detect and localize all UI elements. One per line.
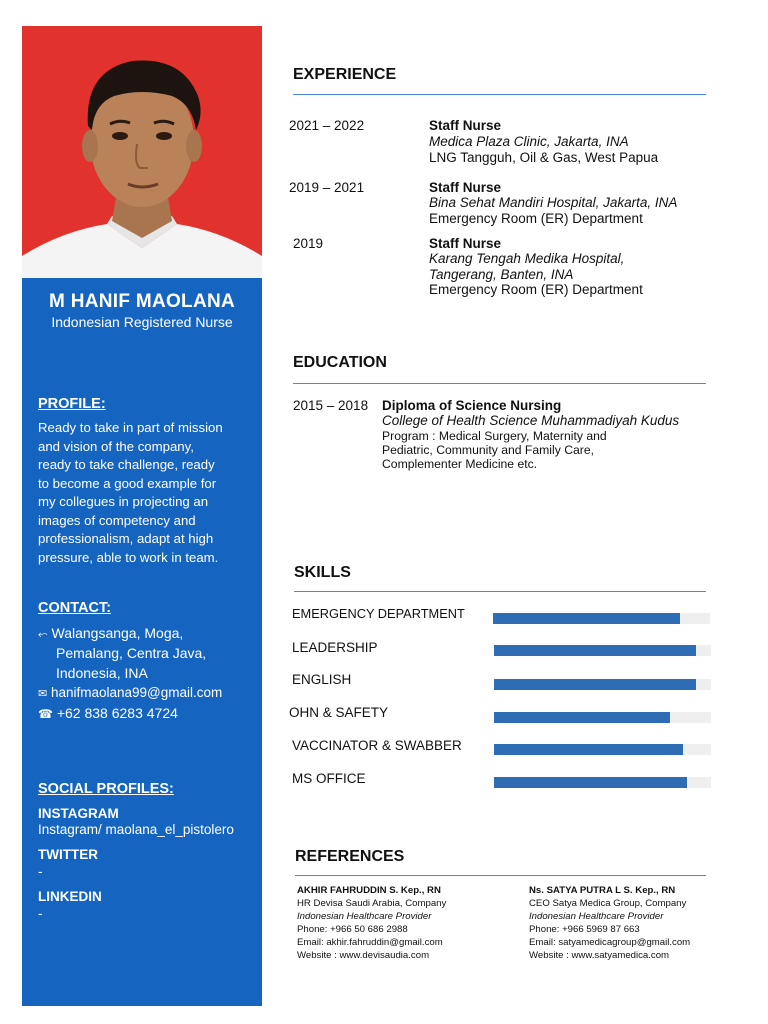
email-icon: ✉: [38, 688, 48, 700]
skill-bar-fill: [494, 712, 670, 723]
phone-text: +62 838 6283 4724: [56, 705, 178, 721]
reference-card: [297, 884, 446, 962]
skill-bar: [494, 712, 711, 723]
reference-email[interactable]: Email: akhir.fahruddin@gmail.com: [297, 937, 443, 948]
skill-bar: [494, 777, 711, 788]
reference-phone: Phone: +966 5969 87 663: [529, 924, 640, 935]
skills-title: SKILLS: [294, 564, 351, 581]
reference-company: HR Devisa Saudi Arabia, Company: [297, 898, 447, 909]
experience-role: Staff Nurse: [429, 236, 502, 251]
experience-detail: Emergency Room (ER) Department: [429, 282, 643, 297]
reference-phone: Phone: +966 50 686 2988: [297, 924, 408, 935]
education-program: Complementer Medicine etc.: [382, 457, 538, 471]
twitter-link: -: [38, 864, 43, 879]
experience-years: 2019: [293, 236, 324, 251]
experience-place-line2: Tangerang, Banten, INA: [429, 267, 574, 282]
education-program: Pediatric, Community and Family Care,: [382, 443, 594, 457]
skill-label: EMERGENCY DEPARTMENT: [292, 606, 465, 621]
education-program: Program : Medical Surgery, Maternity and: [382, 429, 607, 443]
phone[interactable]: [38, 705, 178, 721]
skill-bar: [494, 679, 711, 690]
education-years: 2015 – 2018: [293, 398, 369, 413]
email-text: hanifmaolana99@gmail.com: [50, 685, 223, 700]
profile-line: my collegues in projecting an: [38, 494, 209, 509]
experience-years: 2019 – 2021: [289, 180, 365, 195]
profile-photo: [22, 26, 262, 278]
skill-bar-fill: [494, 645, 696, 656]
reference-role: Indonesian Healthcare Provider: [297, 911, 432, 922]
reference-name: AKHIR FAHRUDDIN S. Kep., RN: [297, 885, 441, 896]
profile-line: ready to take challenge, ready: [38, 457, 215, 472]
address-line: Indonesia, INA: [56, 665, 148, 681]
education-rule: [293, 383, 706, 384]
profile-line: professionalism, adapt at high: [38, 531, 214, 546]
reference-name: Ns. SATYA PUTRA L S. Kep., RN: [529, 885, 676, 896]
reference-email[interactable]: Email: satyamedicagroup@gmail.com: [529, 937, 691, 948]
education-degree: Diploma of Science Nursing: [382, 398, 562, 413]
phone-icon: ☎: [38, 707, 53, 721]
twitter-label: TWITTER: [38, 847, 98, 862]
skill-bar: [494, 645, 711, 656]
references-title: REFERENCES: [295, 848, 405, 865]
experience-role: Staff Nurse: [429, 180, 502, 195]
reference-role: Indonesian Healthcare Provider: [529, 911, 664, 922]
references-rule: [295, 875, 706, 876]
portrait-illustration: [22, 26, 262, 278]
profile-line: images of competency and: [38, 512, 196, 528]
person-name: M HANIF MAOLANA: [48, 291, 236, 312]
skill-label: MS OFFICE: [292, 771, 366, 786]
skill-bar: [494, 744, 711, 755]
reference-website[interactable]: Website : www.satyamedica.com: [529, 950, 670, 961]
skill-bar: [493, 613, 710, 624]
skill-bar-fill: [494, 777, 687, 788]
skills-rule: [294, 591, 706, 592]
reference-card: [529, 884, 690, 962]
experience-title: EXPERIENCE: [293, 66, 397, 83]
profile-heading: PROFILE:: [38, 396, 106, 412]
experience-role: Staff Nurse: [429, 118, 502, 133]
experience-detail: LNG Tangguh, Oil & Gas, West Papua: [429, 150, 659, 165]
address: [38, 625, 183, 642]
skill-label: VACCINATOR & SWABBER: [292, 738, 462, 753]
profile-line: Ready to take in part of mission: [38, 420, 223, 435]
experience-years: 2021 – 2022: [289, 118, 365, 133]
reference-company: CEO Satya Medica Group, Company: [529, 898, 687, 909]
linkedin-link: -: [38, 906, 43, 921]
location-icon: ⬿: [38, 627, 48, 641]
linkedin-label: LINKEDIN: [38, 889, 102, 904]
skill-bar-fill: [493, 613, 680, 624]
profile-text: [38, 419, 248, 567]
instagram-label: INSTAGRAM: [38, 806, 119, 821]
education-title: EDUCATION: [293, 354, 387, 371]
address-line: Walangsanga, Moga,: [51, 625, 184, 641]
skill-label: OHN & SAFETY: [289, 705, 389, 720]
experience-detail: Emergency Room (ER) Department: [429, 211, 643, 226]
instagram-link[interactable]: Instagram/ maolana_el_pistolero: [38, 822, 234, 837]
social-heading: SOCIAL PROFILES:: [38, 781, 174, 797]
experience-place: Bina Sehat Mandiri Hospital, Jakarta, INA: [429, 195, 678, 210]
education-school: College of Health Science Muhammadiyah Kudus: [382, 413, 680, 428]
profile-line: pressure, able to work in team.: [38, 549, 219, 565]
skill-label: ENGLISH: [292, 672, 352, 687]
address-line: Pemalang, Centra Java,: [56, 645, 207, 661]
email[interactable]: [38, 685, 222, 700]
contact-heading: CONTACT:: [38, 600, 112, 616]
experience-place: Medica Plaza Clinic, Jakarta, INA: [429, 134, 629, 149]
skill-label: LEADERSHIP: [292, 640, 378, 655]
experience-place: Karang Tengah Medika Hospital,: [429, 251, 625, 266]
skill-bar-fill: [494, 679, 696, 690]
person-title: Indonesian Registered Nurse: [51, 314, 233, 330]
reference-website[interactable]: Website : www.devisaudia.com: [297, 950, 430, 961]
skill-bar-fill: [494, 744, 683, 755]
profile-line: and vision of the company,: [38, 438, 194, 454]
experience-rule: [293, 94, 706, 95]
profile-line: to become a good example for: [38, 475, 217, 491]
